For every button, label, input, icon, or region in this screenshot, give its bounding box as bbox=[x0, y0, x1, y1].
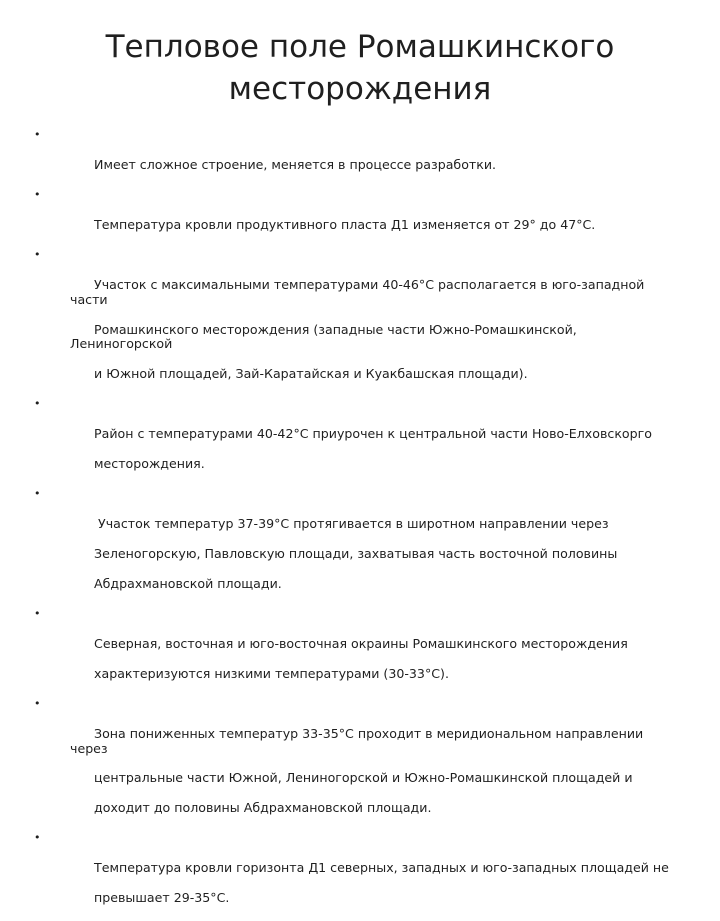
bullet-text-line: Температура кровли горизонта Д1 северных, западных и юго-западных площадей не bbox=[94, 860, 669, 876]
bullet-text-line: Имеет сложное строение, меняется в процессе разработки. bbox=[94, 156, 497, 172]
bullet-text-line: Участок с максимальными температурами 40-46°С располагается в юго-западной части bbox=[70, 276, 649, 307]
bullet-dot-icon: • bbox=[34, 831, 41, 845]
bullet-text-line: Температура кровли продуктивного пласта Д1 изменяется от 29° до 47°С. bbox=[94, 216, 596, 232]
bullet-text-line: месторождения. bbox=[94, 456, 205, 472]
bullet-text-line: и Южной площадей, Зай-Каратайская и Куакбашская площади). bbox=[94, 366, 528, 382]
bullet-text-line: центральные части Южной, Лениногорской и Южно-Ромашкинской площадей и bbox=[94, 770, 633, 786]
bullet-text-line: Ромашкинского месторождения (западные части Южно-Ромашкинской, Лениногорской bbox=[70, 321, 581, 352]
bullet-text-line: доходит до половины Абдрахмановской площади. bbox=[94, 800, 432, 816]
bullet-dot-icon: • bbox=[34, 248, 41, 262]
slide-title-line: Тепловое поле Ромашкинского bbox=[105, 29, 615, 65]
bullet-list bbox=[34, 128, 682, 921]
bullet-text-line: Абдрахмановской площади. bbox=[94, 575, 282, 591]
bullet-item bbox=[34, 607, 682, 696]
slide-title-line: месторождения bbox=[228, 71, 492, 107]
bullet-dot-icon: • bbox=[34, 606, 41, 620]
bullet-text-line: Северная, восточная и юго-восточная окраины Ромашкинского месторождения bbox=[94, 635, 628, 651]
bullet-text-line: Район с температурами 40-42°С приурочен к центральной части Ново-Елховскорго bbox=[94, 426, 652, 442]
bullet-dot-icon: • bbox=[34, 487, 41, 501]
bullet-text-line: Зона пониженных температур 33-35°С проходит в меридиональном направлении через bbox=[70, 725, 648, 756]
bullet-text-line: Участок температур 37-39°С протягивается в широтном направлении через bbox=[94, 516, 609, 532]
bullet-text-line: превышает 29-35°С. bbox=[94, 889, 230, 905]
bullet-text-line: Зеленогорскую, Павловскую площади, захватывая часть восточной половины bbox=[94, 545, 618, 561]
bullet-dot-icon: • bbox=[34, 188, 41, 202]
bullet-text-line: характеризуются низкими температурами (30-33°С). bbox=[94, 665, 449, 681]
slide-title bbox=[60, 26, 660, 110]
bullet-dot-icon: • bbox=[34, 397, 41, 411]
bullet-item bbox=[34, 248, 682, 397]
bullet-item bbox=[34, 697, 682, 831]
bullet-item bbox=[34, 397, 682, 486]
bullet-item bbox=[34, 128, 682, 188]
bullet-dot-icon: • bbox=[34, 128, 41, 141]
bullet-dot-icon: • bbox=[34, 696, 41, 710]
bullet-item bbox=[34, 188, 682, 248]
bullet-item bbox=[34, 831, 682, 920]
bullet-item bbox=[34, 487, 682, 606]
